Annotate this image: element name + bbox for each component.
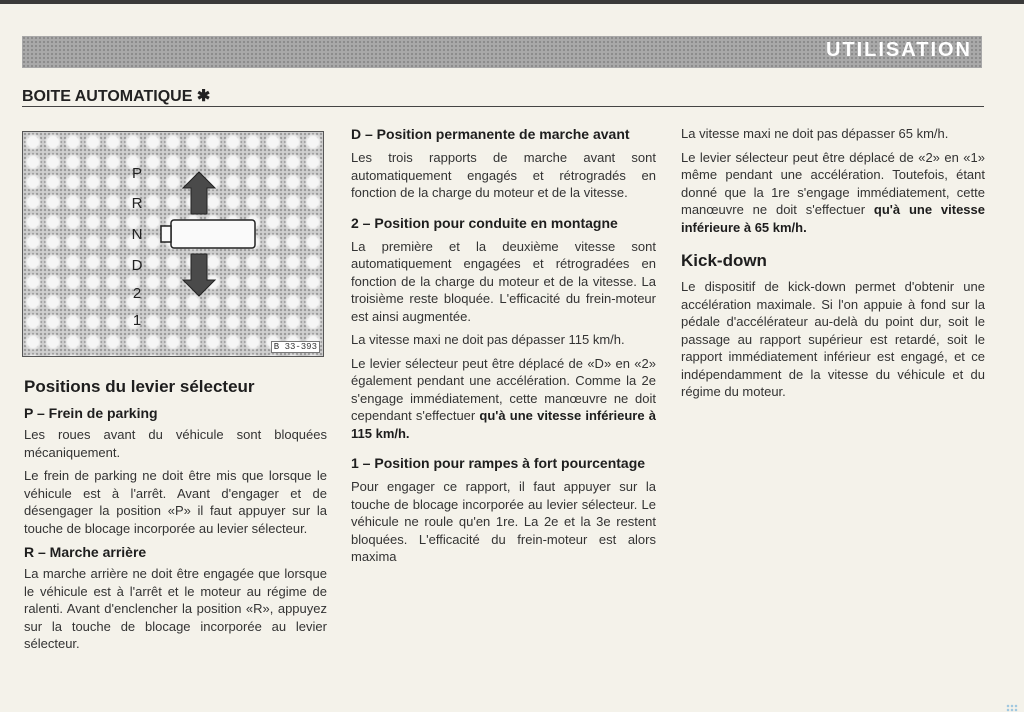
position-2-text-1: La première et la deuxième vitesse sont automatiquement engagées et rétrogradées en fonction de la charge du moteur et de la vitesse. La troisième reste bloquée. L'efficacité du frein-moteur est ainsi augmentée. [351, 238, 656, 324]
gear-letter-1: 1 [132, 312, 142, 329]
position-r-text: La marche arrière ne doit être engagée que lorsque le véhicule est à l'arrêt et le moteur au régime de ralenti. Avant d'enclencher la position «R», appuyez sur la touche de blocage incorporée au levier sélecteur. [24, 566, 327, 651]
section-title: BOITE AUTOMATIQUE ✱ [22, 88, 211, 105]
kick-down-text: Le dispositif de kick-down permet d'obtenir une accélération maximale. Si l'on appuie à fond sur la pédale d'accélérateur au-delà du point dur, soit le passage au rapport supérieur est retardé, soit le rapport immédiatement inférieur est engagé, et ce indépendamment de la vitesse du véhicule et du régime du moteur. [681, 279, 985, 399]
position-d-heading: D – Position permanente de marche avant [351, 126, 630, 142]
shift-2-to-1-regular: Le levier sélecteur peut être déplacé de «2» en «1» même pendant une accélération. Toutefois, étant donné que la 1re s'engage immédiatement, cette manœuvre ne doit s'effectuer [681, 149, 985, 217]
position-p-text-1: Les roues avant du véhicule sont bloquées mécaniquement. [24, 427, 327, 460]
figure-reference: B 33-393 [271, 341, 320, 353]
selector-positions-heading: Positions du levier sélecteur [24, 377, 255, 396]
position-p-text-2: Le frein de parking ne doit être mis que lorsque le véhicule est à l'arrêt. Avant d'engager et de désengager la position «P» il faut appuyer sur la touche de blocage incorporée au levier sélecteur. [24, 468, 327, 536]
kick-down-heading: Kick-down [681, 251, 767, 270]
gear-letter-p: P [131, 165, 143, 182]
column-2 [351, 125, 656, 572]
gear-selector-diagram [23, 132, 323, 356]
position-2-text-3-regular: Le levier sélecteur peut être déplacé de «D» en «2» également pendant une accélération. Comme la 2e s'engage immédiatement, cette manœuvre ne doit cependant s'effectuer [351, 355, 656, 423]
position-1-text: Pour engager ce rapport, il faut appuyer sur la touche de blocage incorporée au levier sélecteur. Le véhicule ne roule qu'en 1re. La 2e et la 3e restent bloquées. L'efficacité du frein-moteur est alors maxima [351, 479, 656, 564]
chapter-title: UTILISATION [825, 39, 972, 61]
column-1 [24, 376, 327, 659]
gear-selector-figure [22, 131, 324, 357]
position-r-heading: R – Marche arrière [24, 544, 147, 560]
top-border [0, 0, 1024, 4]
speed-limit-text: La vitesse maxi ne doit pas dépasser 65 km/h. [681, 126, 949, 141]
shift-2-to-1-bold: qu'à une vitesse inférieure à 65 km/h. [681, 202, 985, 235]
section-rule [22, 106, 984, 107]
position-p-heading: P – Frein de parking [24, 405, 158, 421]
header-band [22, 36, 982, 68]
gear-letter-2: 2 [132, 285, 142, 302]
selector-lever-icon [171, 220, 255, 248]
arrow-down-icon [183, 254, 215, 296]
shift-2-to-1-text [681, 149, 985, 237]
position-2-text-2: La vitesse maxi ne doit pas dépasser 115 km/h. [351, 332, 625, 347]
position-d-text: Les trois rapports de marche avant sont automatiquement engagés et rétrogradés en fonction de la charge du moteur et de la vitesse. [351, 150, 656, 200]
arrow-up-icon [183, 172, 215, 214]
gear-letter-r: R [131, 195, 143, 212]
column-3 [681, 125, 985, 407]
lever-button-icon [161, 226, 171, 242]
gear-letter-d: D [131, 257, 143, 274]
position-1-heading: 1 – Position pour rampes à fort pourcentage [351, 455, 646, 471]
position-2-heading: 2 – Position pour conduite en montagne [351, 214, 618, 231]
corner-mark [1006, 704, 1018, 712]
position-2-text-3-bold: qu'à une vitesse inférieure à 115 km/h. [351, 408, 656, 441]
position-2-text-3 [351, 355, 656, 443]
gear-letter-n: N [131, 226, 143, 243]
